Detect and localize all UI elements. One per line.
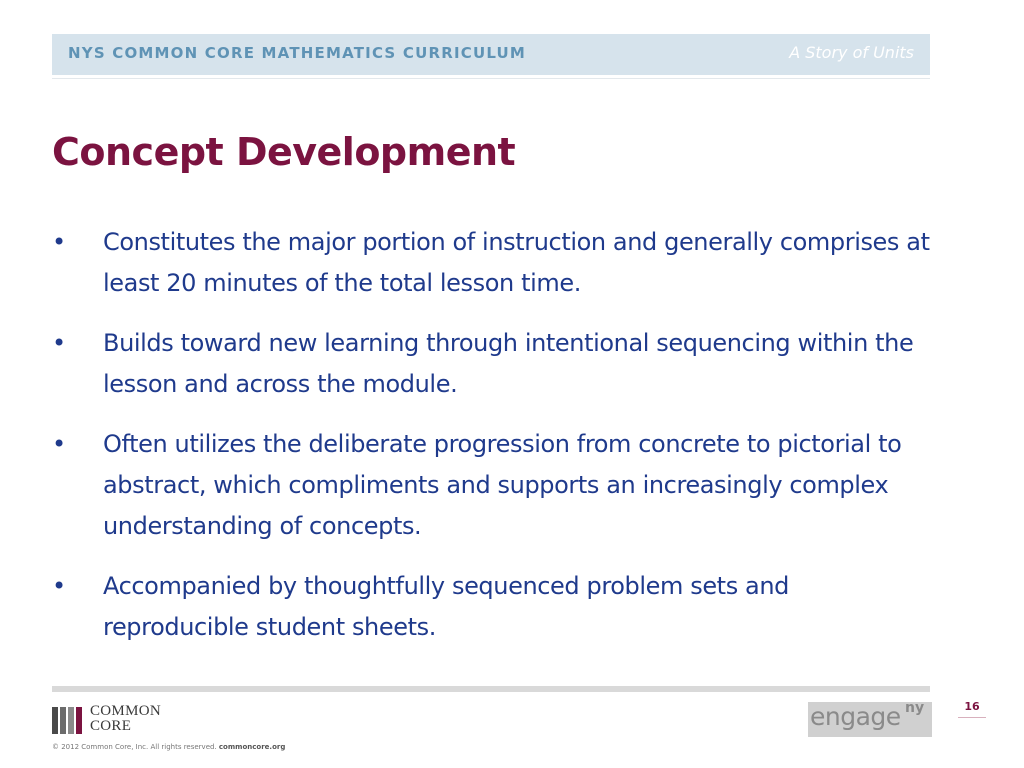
bullet-item (52, 424, 932, 547)
copyright-text: © 2012 Common Core, Inc. All rights reserved. (52, 743, 217, 751)
footer-divider (52, 686, 930, 692)
bullet-marker: • (52, 430, 66, 458)
bullet-marker: • (52, 228, 66, 256)
bullet-marker: • (52, 329, 66, 357)
bullet-text: Often utilizes the deliberate progression from concrete to pictorial to abstract, which compliments and supports an increasingly complex understanding of concepts. (103, 430, 902, 540)
page-number-underline (958, 717, 986, 718)
engage-ny-superscript: ny (905, 700, 925, 716)
bullet-item (52, 566, 932, 648)
common-core-logo (52, 704, 202, 738)
series-title: A Story of Units (789, 43, 914, 62)
bullet-text: Constitutes the major portion of instruction and generally comprises at least 20 minutes of the total lesson time. (103, 228, 930, 297)
slide-title: Concept Development (52, 130, 516, 174)
header-divider (52, 78, 930, 79)
header-band (52, 34, 930, 75)
common-core-wordmark (90, 704, 161, 734)
bullet-item (52, 323, 932, 405)
page-number: 16 (964, 700, 980, 713)
bullet-marker: • (52, 572, 66, 600)
curriculum-title: NYS COMMON CORE MATHEMATICS CURRICULUM (68, 44, 527, 62)
copyright-link[interactable]: commoncore.org (218, 743, 286, 751)
engage-word: engage (810, 702, 901, 731)
copyright-notice (52, 743, 285, 751)
engage-ny-logo (808, 702, 932, 737)
common-core-stripes-icon (52, 707, 86, 734)
bullet-text: Accompanied by thoughtfully sequenced problem sets and reproducible student sheets. (103, 572, 789, 641)
bullet-text: Builds toward new learning through intentional sequencing within the lesson and across the module. (103, 329, 914, 398)
bullet-list (52, 222, 932, 667)
common-core-line1: COMMON (90, 703, 161, 719)
bullet-item (52, 222, 932, 304)
common-core-line2: CORE (90, 718, 132, 734)
